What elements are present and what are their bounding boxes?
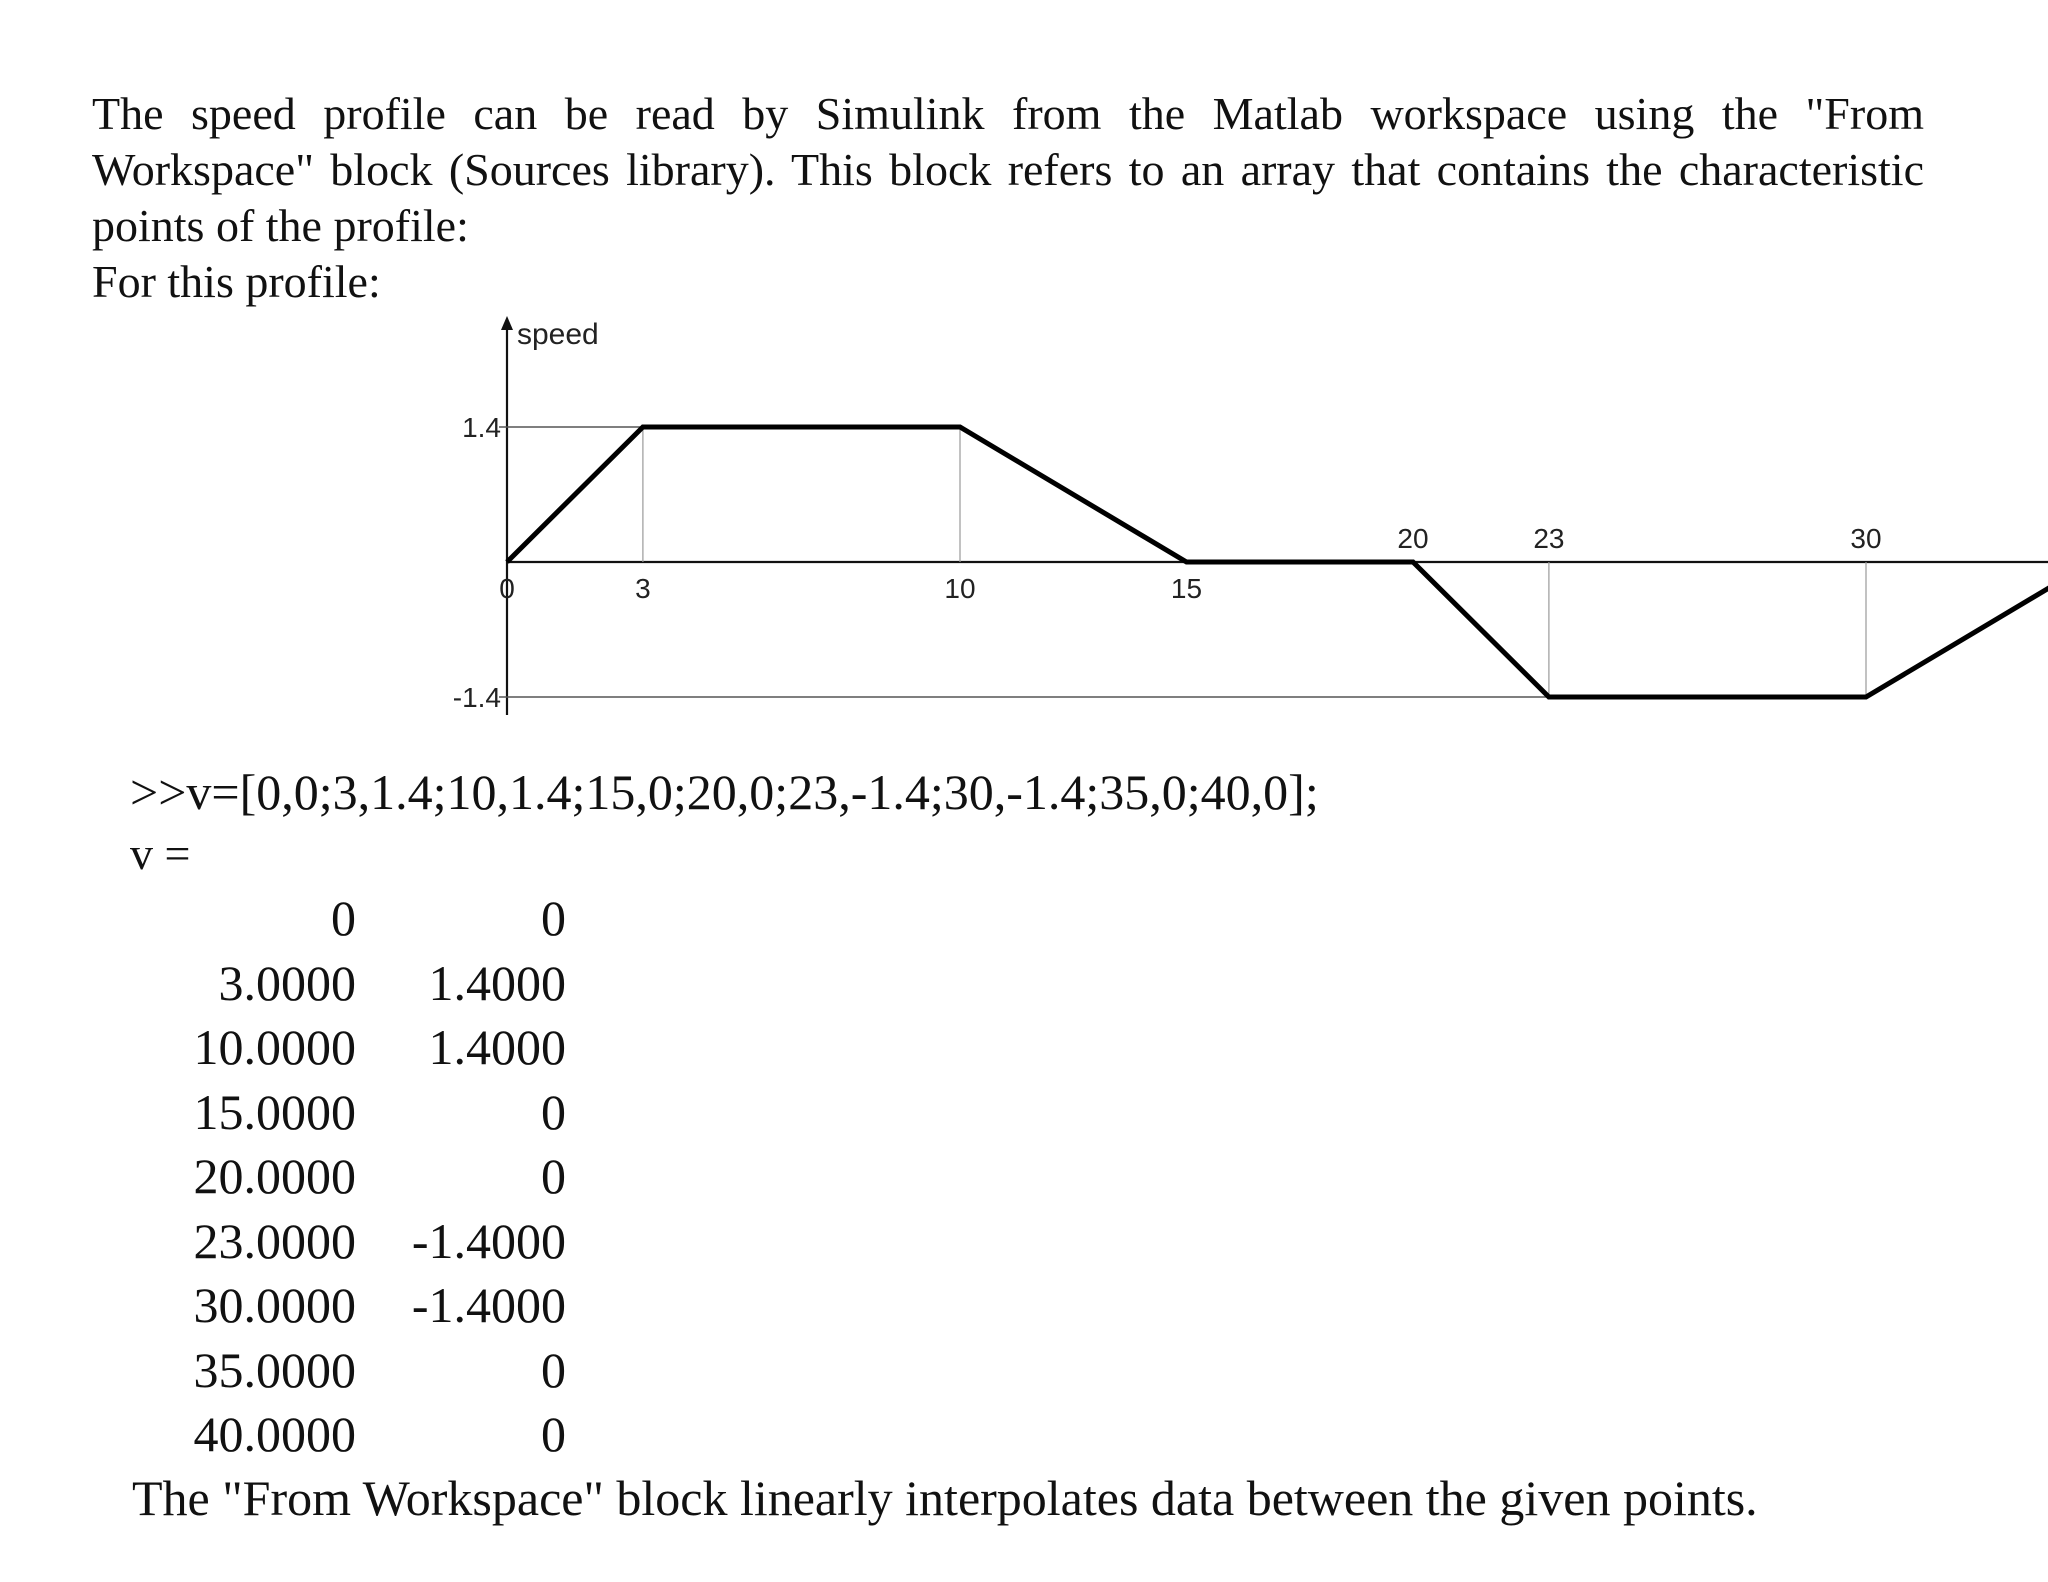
- matrix-cell-time: 20.0000: [193, 1148, 356, 1204]
- matrix-cell-time: 0: [331, 890, 356, 946]
- x-tick-label: 3: [635, 573, 651, 604]
- matrix-output: [160, 886, 566, 1467]
- intro-paragraph: The speed profile can be read by Simulink from the Matlab workspace using the "From Workspace" block (Sources library). This block refers to an array that contains the characteristic points of the profile:: [92, 88, 1924, 251]
- matrix-cell-speed: 1.4000: [428, 954, 566, 1011]
- matrix-row: [160, 1338, 566, 1403]
- matrix-cell-speed: 1.4000: [428, 1019, 566, 1075]
- matrix-cell-speed: 0: [541, 1148, 566, 1204]
- matrix-cell-time: 40.0000: [193, 1406, 356, 1462]
- chart-labels: [453, 318, 2048, 713]
- matrix-row: [160, 1273, 566, 1338]
- matrix-cell-speed: 0: [541, 1341, 566, 1398]
- matrix-row: [160, 951, 566, 1016]
- matrix-cell-time: 3.0000: [218, 954, 356, 1011]
- matrix-row: [160, 1402, 566, 1467]
- x-tick-label: 15: [1170, 573, 1203, 604]
- x-tick-label: 30: [1850, 523, 1882, 554]
- matrix-cell-speed: 0: [541, 890, 566, 946]
- for-profile-label: For this profile:: [92, 256, 381, 307]
- matrix-cell-speed: 0: [541, 1083, 566, 1140]
- matrix-cell-time: 23.0000: [193, 1212, 356, 1269]
- x-tick-label: 10: [944, 573, 976, 604]
- matrix-row: [160, 1209, 566, 1274]
- x-tick-label: 23: [1533, 523, 1565, 554]
- speed-profile-chart: [0, 300, 1882, 730]
- matlab-command: >>v=[0,0;3,1.4;10,1.4;15,0;20,0;23,-1.4;30,-1.4;35,0;40,0];: [130, 764, 1319, 820]
- matrix-cell-time: 15.0000: [193, 1083, 356, 1140]
- matrix-cell-time: 35.0000: [193, 1341, 356, 1398]
- matrix-cell-speed: -1.4000: [411, 1212, 566, 1269]
- chart-axes: [501, 316, 2048, 715]
- y-tick-label: 1.4: [462, 412, 501, 443]
- matrix-row: [160, 886, 566, 951]
- x-tick-label: 20: [1397, 523, 1429, 554]
- matrix-cell-time: 30.0000: [193, 1277, 356, 1333]
- matrix-row: [160, 1015, 566, 1080]
- matrix-cell-speed: -1.4000: [411, 1277, 566, 1333]
- matrix-cell-time: 10.0000: [193, 1019, 356, 1075]
- y-axis-arrow: [501, 316, 513, 330]
- y-tick-label: -1.4: [452, 682, 501, 713]
- x-tick-label: 0: [499, 573, 515, 604]
- matrix-row: [160, 1144, 566, 1209]
- matrix-cell-speed: 0: [541, 1406, 566, 1462]
- y-axis-label: speed: [517, 318, 599, 351]
- matrix-variable-label: v =: [130, 828, 191, 879]
- matrix-row: [160, 1080, 566, 1145]
- closing-sentence: The "From Workspace" block linearly interpolates data between the given points.: [132, 1470, 1758, 1526]
